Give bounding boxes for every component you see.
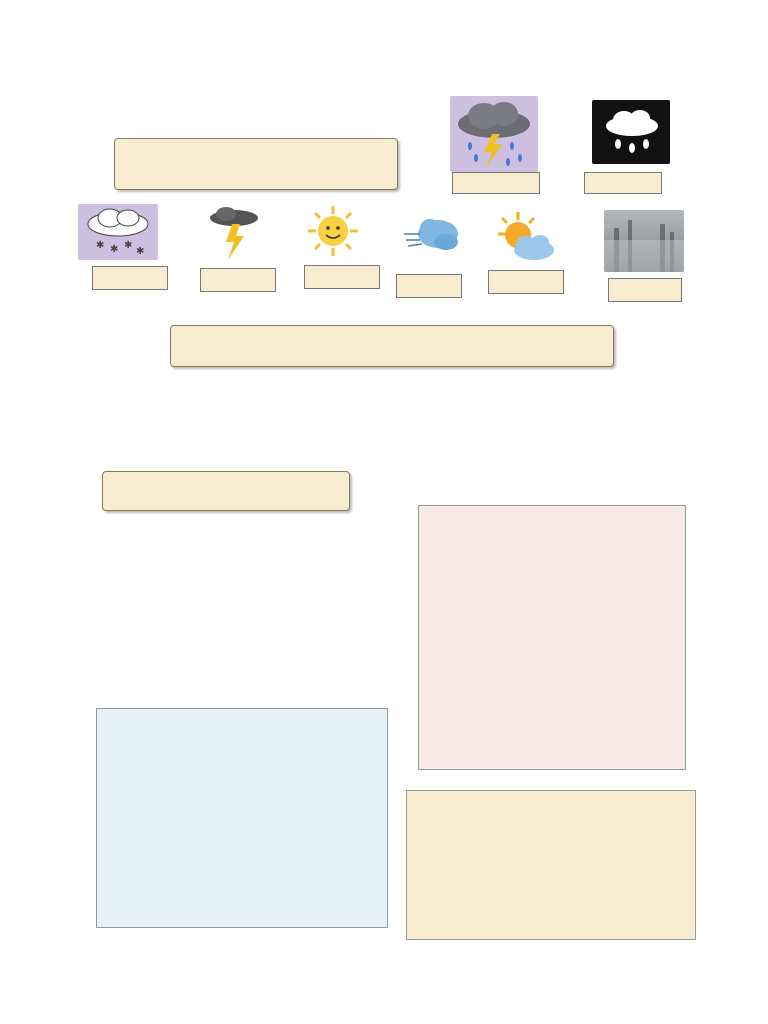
answer-box-4[interactable] — [200, 268, 276, 292]
sun-cloud-icon — [488, 210, 558, 266]
svg-text:✱: ✱ — [124, 240, 133, 251]
rain-cloud-icon — [592, 100, 670, 164]
answer-box-8[interactable] — [608, 278, 682, 302]
answer-box-6[interactable] — [396, 274, 462, 298]
umbrella-border-right — [712, 64, 726, 968]
answer-box-1[interactable] — [452, 172, 540, 194]
lightning-cloud-icon — [206, 206, 262, 262]
storm-cloud-icon — [450, 96, 538, 172]
umbrella-border-top — [58, 60, 726, 76]
section3-instructions — [102, 471, 350, 511]
umbrella-border-left — [56, 64, 70, 968]
fog-image — [604, 210, 684, 272]
answer-box-2[interactable] — [584, 172, 662, 194]
odd-one-out-box — [406, 790, 696, 940]
answer-box-5[interactable] — [304, 265, 380, 289]
section1-instructions — [114, 138, 398, 190]
answer-box-3[interactable] — [92, 266, 168, 290]
svg-text:✱: ✱ — [110, 244, 119, 255]
riddles-box — [418, 505, 686, 770]
true-false-box — [96, 708, 388, 928]
wind-icon — [404, 212, 462, 260]
section2-instructions — [170, 325, 614, 367]
umbrella-border-bottom — [58, 962, 726, 978]
answer-box-7[interactable] — [488, 270, 564, 294]
snow-cloud-icon — [78, 204, 158, 260]
sun-icon — [304, 204, 362, 258]
svg-text:✱: ✱ — [96, 240, 105, 251]
svg-text:✱: ✱ — [136, 246, 145, 257]
